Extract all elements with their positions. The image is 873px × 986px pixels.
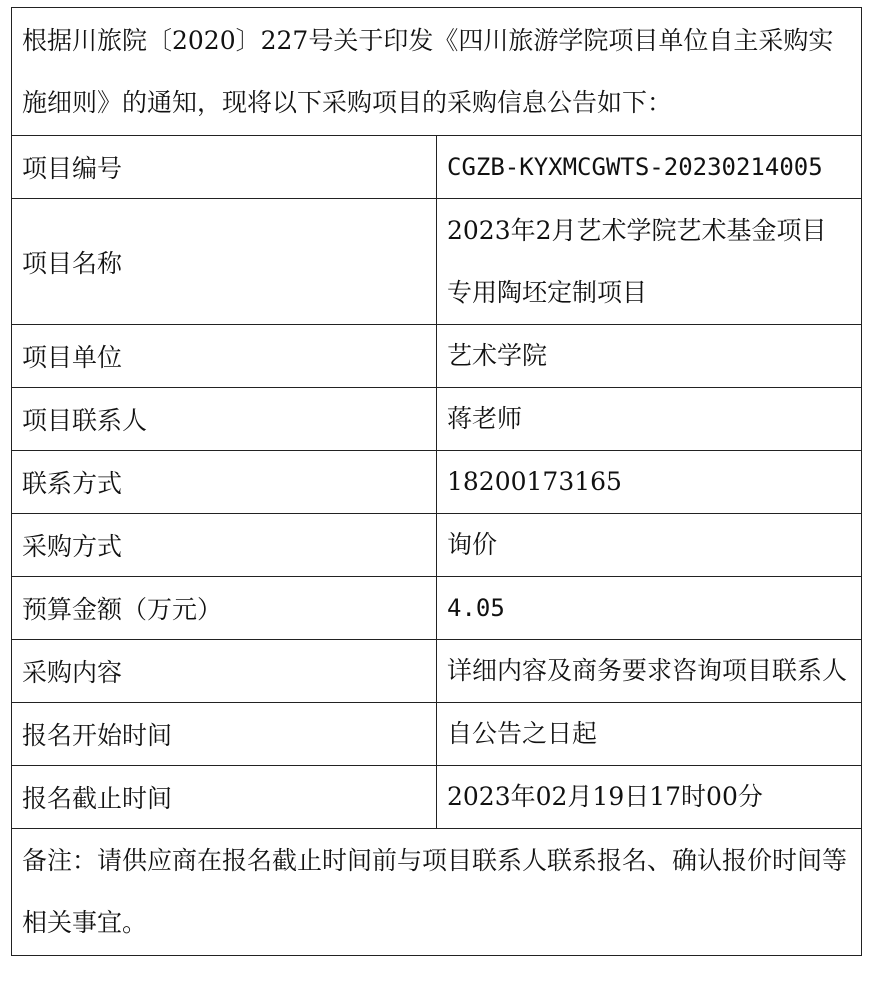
table-row-contact-phone (12, 451, 862, 514)
note-row (12, 829, 862, 956)
label-registration-deadline: 报名截止时间 (12, 766, 437, 829)
table-row-procurement-method (12, 514, 862, 577)
value-project-unit: 艺术学院 (437, 325, 862, 388)
table-row-registration-start (12, 703, 862, 766)
procurement-notice-table (11, 7, 862, 956)
label-contact-person: 项目联系人 (12, 388, 437, 451)
label-project-unit: 项目单位 (12, 325, 437, 388)
label-procurement-method: 采购方式 (12, 514, 437, 577)
table-row-contact-person (12, 388, 862, 451)
table-row-project-name (12, 199, 862, 325)
table-row-budget (12, 577, 862, 640)
value-registration-start: 自公告之日起 (437, 703, 862, 766)
value-procurement-method: 询价 (437, 514, 862, 577)
value-project-number: CGZB-KYXMCGWTS-20230214005 (437, 136, 862, 199)
intro-text: 根据川旅院〔2020〕227号关于印发《四川旅游学院项目单位自主采购实施细则》的通知，现将以下采购项目的采购信息公告如下： (12, 8, 862, 136)
value-budget: 4.05 (437, 577, 862, 640)
value-registration-deadline: 2023年02月19日17时00分 (437, 766, 862, 829)
label-contact-phone: 联系方式 (12, 451, 437, 514)
value-contact-phone: 18200173165 (437, 451, 862, 514)
value-contact-person: 蒋老师 (437, 388, 862, 451)
label-budget: 预算金额（万元） (12, 577, 437, 640)
table-row-procurement-content (12, 640, 862, 703)
label-project-number: 项目编号 (12, 136, 437, 199)
table-row-project-unit (12, 325, 862, 388)
table-row-project-number (12, 136, 862, 199)
label-procurement-content: 采购内容 (12, 640, 437, 703)
table-row-registration-deadline (12, 766, 862, 829)
label-registration-start: 报名开始时间 (12, 703, 437, 766)
value-project-name: 2023年2月艺术学院艺术基金项目专用陶坯定制项目 (437, 199, 862, 325)
label-project-name: 项目名称 (12, 199, 437, 325)
note-text: 备注：请供应商在报名截止时间前与项目联系人联系报名、确认报价时间等相关事宜。 (12, 829, 862, 956)
intro-row (12, 8, 862, 136)
value-procurement-content: 详细内容及商务要求咨询项目联系人 (437, 640, 862, 703)
